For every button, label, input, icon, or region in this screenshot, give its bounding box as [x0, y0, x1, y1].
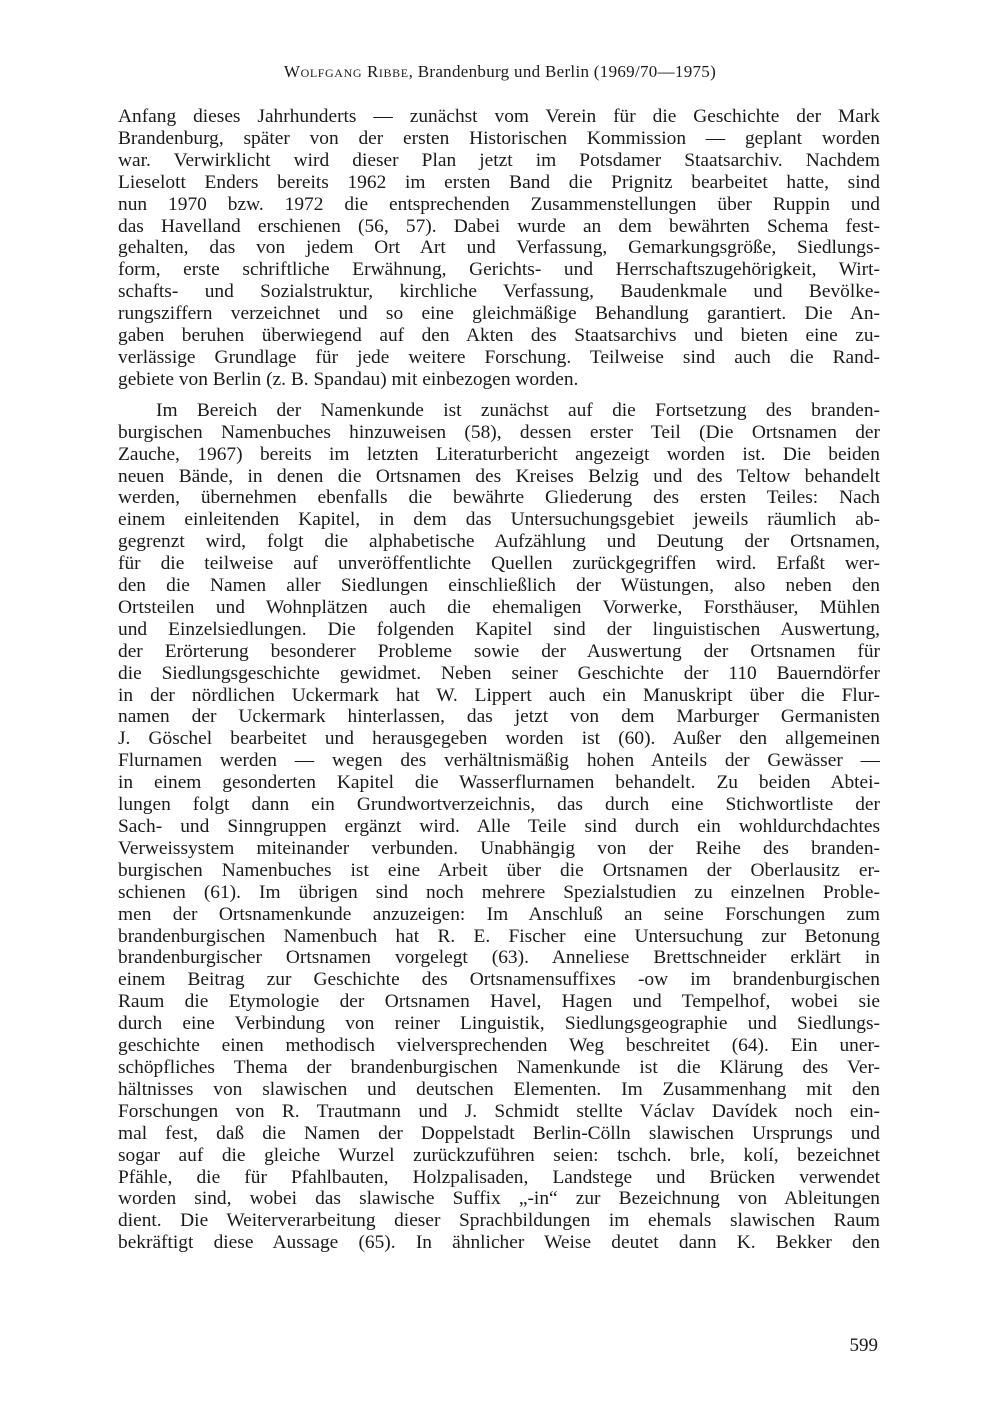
text-line: gaben beruhen überwiegend auf den Akten des Staatsarchivs und bieten eine zu-: [118, 325, 880, 347]
text-line: werden, übernehmen ebenfalls die bewährte Gliederung des ersten Teiles: Nach: [118, 487, 880, 509]
text-line: rungsziffern verzeichnet und so eine gleichmäßige Behandlung garantiert. Die An-: [118, 303, 880, 325]
text-line: in einem gesonderten Kapitel die Wasserflurnamen behandelt. Zu beiden Abtei-: [118, 772, 880, 794]
page-number: 599: [849, 1335, 878, 1356]
text-line: für die teilweise auf unveröffentlichte Quellen zurückgegriffen wird. Erfaßt wer-: [118, 553, 880, 575]
text-line: Pfähle, die für Pfahlbauten, Holzpalisaden, Landstege und Brücken verwendet: [118, 1166, 880, 1188]
text-line: Im Bereich der Namenkunde ist zunächst auf die Fortsetzung des branden-: [156, 399, 880, 421]
text-line: Sach- und Sinngruppen ergänzt wird. Alle Teile sind durch ein wohldurchdachtes: [118, 816, 880, 837]
text-line: geschichte einen methodisch vielversprechenden Weg beschreitet (64). Ein uner-: [118, 1035, 880, 1057]
text-line: nun 1970 bzw. 1972 die entsprechenden Zusammenstellungen über Ruppin und: [118, 193, 880, 215]
running-head: [0, 62, 1000, 82]
text-line: der Erörterung besonderer Probleme sowie der Auswertung der Ortsnamen für: [118, 640, 880, 662]
text-line: Ortsteilen und Wohnplätzen auch die ehemaligen Vorwerke, Forsthäuser, Mühlen: [118, 596, 880, 618]
text-line: sogar auf die gleiche Wurzel zurückzuführen seien: tschch. brle, kolí, bezeichnet: [118, 1144, 880, 1166]
paragraph: [118, 106, 880, 391]
text-line: Verweissystem miteinander verbunden. Unabhängig von der Reihe des branden-: [118, 837, 880, 859]
text-line: dient. Die Weiterverarbeitung dieser Sprachbildungen im ehemals slawischen Raum: [118, 1210, 880, 1232]
text-line: in der nördlichen Uckermark hat W. Lippert auch ein Manuskript über die Flur-: [118, 684, 880, 706]
text-line: worden sind, wobei das slawische Suffix „-in“ zur Bezeichnung von Ableitungen: [118, 1188, 880, 1210]
text-line: form, erste schriftliche Erwähnung, Gerichts- und Herrschaftszugehörigkeit, Wirt-: [118, 259, 880, 281]
text-line: schöpfliches Thema der brandenburgischen Namenkunde ist die Klärung des Ver-: [118, 1056, 880, 1078]
text-line: J. Göschel bearbeitet und herausgegeben worden ist (60). Außer den allgemeinen: [118, 728, 880, 750]
text-line: hältnisses von slawischen und deutschen Elementen. Im Zusammenhang mit den: [118, 1078, 880, 1100]
text-line: burgischen Namenbuches ist eine Arbeit über die Ortsnamen der Oberlausitz er-: [118, 859, 880, 881]
text-line: das Havelland erschienen (56, 57). Dabei wurde an dem bewährten Schema fest-: [118, 215, 880, 237]
text-line: und Einzelsiedlungen. Die folgenden Kapitel sind der linguistischen Auswertung,: [118, 618, 880, 640]
text-line: verlässige Grundlage für jede weitere Forschung. Teilweise sind auch die Rand-: [118, 346, 880, 368]
text-line: Raum die Etymologie der Ortsnamen Havel, Hagen und Tempelhof, wobei sie: [118, 991, 880, 1013]
text-line: bekräftigt diese Aussage (65). In ähnlicher Weise deutet dann K. Bekker den: [118, 1232, 880, 1254]
text-line: einem einleitenden Kapitel, in dem das Untersuchungsgebiet jeweils räumlich ab-: [118, 509, 880, 531]
text-line: Lieselott Enders bereits 1962 im ersten Band die Prignitz bearbeitet hatte, sind: [118, 171, 880, 193]
text-line: burgischen Namenbuches hinzuweisen (58), dessen erster Teil (Die Ortsnamen der: [118, 421, 880, 443]
text-line: lungen folgt dann ein Grundwortverzeichnis, das durch eine Stichwortliste der: [118, 794, 880, 816]
text-line: den die Namen aller Siedlungen einschließlich der Wüstungen, also neben den: [118, 575, 880, 597]
text-line: Anfang dieses Jahrhunderts — zunächst vom Verein für die Geschichte der Mark: [118, 106, 880, 127]
text-line: die Siedlungsgeschichte gewidmet. Neben seiner Geschichte der 110 Bauerndörfer: [118, 662, 880, 684]
text-line: gegrenzt wird, folgt die alphabetische Aufzählung und Deutung der Ortsnamen,: [118, 531, 880, 553]
text-line: mal fest, daß die Namen der Doppelstadt Berlin-Cölln slawischen Ursprungs und: [118, 1122, 880, 1144]
text-line: schienen (61). Im übrigen sind noch mehrere Spezialstudien zu einzelnen Proble-: [118, 881, 880, 903]
text-line: durch eine Verbindung von reiner Linguistik, Siedlungsgeographie und Siedlungs-: [118, 1013, 880, 1035]
text-line: Zauche, 1967) bereits im letzten Literaturbericht angezeigt worden ist. Die beiden: [118, 443, 880, 465]
body-text: [118, 106, 880, 1254]
text-line: gehalten, das von jedem Ort Art und Verfassung, Gemarkungsgröße, Siedlungs-: [118, 237, 880, 259]
text-line: men der Ortsnamenkunde anzuzeigen: Im Anschluß an seine Forschungen zum: [118, 903, 880, 925]
paragraph: [118, 400, 880, 1254]
text-line: neuen Bände, in denen die Ortsnamen des Kreises Belzig und des Teltow behandelt: [118, 465, 880, 487]
text-line: Forschungen von R. Trautmann und J. Schmidt stellte Václav Davídek noch ein-: [118, 1100, 880, 1122]
text-line: war. Verwirklicht wird dieser Plan jetzt im Potsdamer Staatsarchiv. Nachdem: [118, 149, 880, 171]
text-line: Brandenburg, später von der ersten Historischen Kommission — geplant worden: [118, 127, 880, 149]
text-line: gebiete von Berlin (z. B. Spandau) mit einbezogen worden.: [118, 368, 579, 390]
text-line: brandenburgischer Ortsnamen vorgelegt (63). Anneliese Brettschneider erklärt in: [118, 947, 880, 969]
header-title: , Brandenburg und Berlin (1969/70—1975): [408, 62, 717, 81]
text-line: schafts- und Sozialstruktur, kirchliche Verfassung, Baudenkmale und Bevölke-: [118, 281, 880, 303]
text-line: namen der Uckermark hinterlassen, das jetzt von dem Marburger Germanisten: [118, 706, 880, 728]
text-line: einem Beitrag zur Geschichte des Ortsnamensuffixes -ow im brandenburgischen: [118, 969, 880, 991]
text-line: Flurnamen werden — wegen des verhältnismäßig hohen Anteils der Gewässer —: [118, 750, 880, 772]
header-author: Wolfgang Ribbe: [283, 62, 409, 81]
text-line: brandenburgischen Namenbuch hat R. E. Fischer eine Untersuchung zur Betonung: [118, 925, 880, 947]
